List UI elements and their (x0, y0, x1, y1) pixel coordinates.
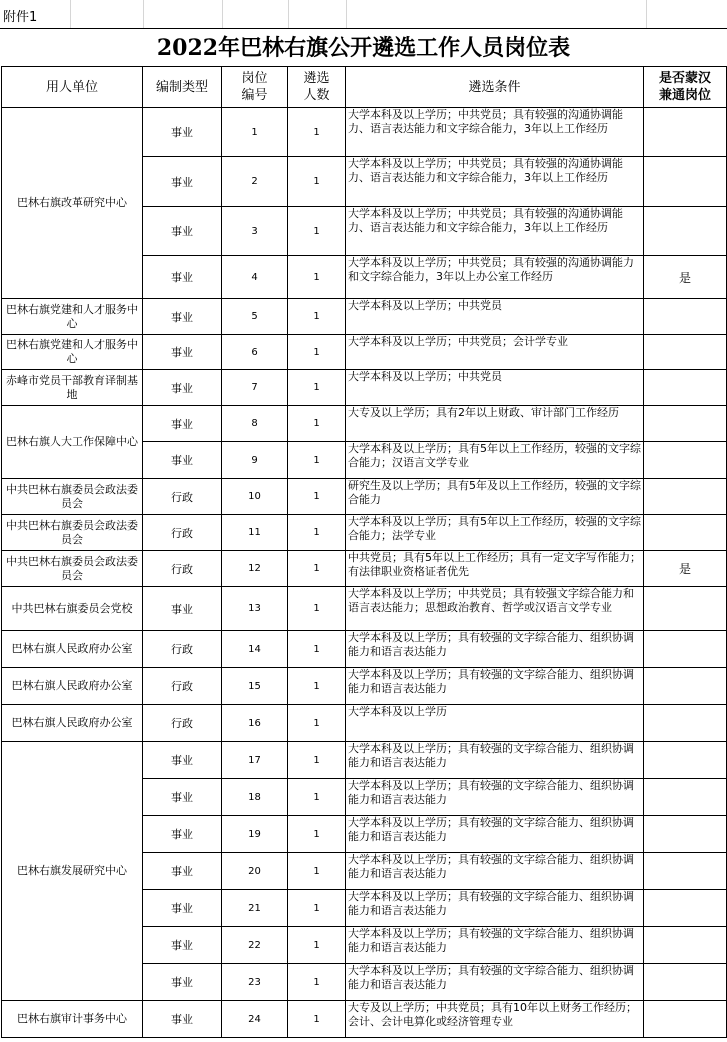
cell-bilingual (644, 853, 727, 890)
cell-count: 1 (288, 479, 346, 515)
header-post-no (222, 67, 288, 108)
cell-bilingual (644, 890, 727, 927)
cell-type: 事业 (143, 779, 222, 816)
cell-conditions: 大学本科及以上学历；中共党员；具有较强文字综合能力和语言表达能力；思想政治教育、哲学或汉语言文学专业 (346, 587, 644, 631)
cell-count: 1 (288, 335, 346, 370)
cell-type: 行政 (143, 668, 222, 705)
cell-bilingual (644, 964, 727, 1001)
table-row (2, 551, 727, 587)
cell-bilingual (644, 108, 727, 157)
cell-bilingual (644, 668, 727, 705)
cell-type: 事业 (143, 964, 222, 1001)
header-type: 编制类型 (143, 67, 222, 108)
cell-bilingual (644, 816, 727, 853)
cell-conditions: 大学本科及以上学历；中共党员；会计学专业 (346, 335, 644, 370)
cell-count: 1 (288, 587, 346, 631)
cell-type: 行政 (143, 515, 222, 551)
cell-type: 事业 (143, 207, 222, 256)
cell-conditions: 大学本科及以上学历；具有较强的文字综合能力、组织协调能力和语言表达能力 (346, 890, 644, 927)
cell-bilingual (644, 207, 727, 256)
cell-post-no: 14 (222, 631, 288, 668)
cell-bilingual (644, 1001, 727, 1038)
cell-conditions: 大学本科及以上学历；中共党员；具有较强的沟通协调能力、语言表达能力和文字综合能力，3年以上工作经历 (346, 207, 644, 256)
cell-unit: 中共巴林右旗委员会政法委员会 (2, 551, 143, 587)
table-row (2, 108, 727, 157)
cell-conditions: 大学本科及以上学历；具有较强的文字综合能力、组织协调能力和语言表达能力 (346, 964, 644, 1001)
cell-type: 行政 (143, 551, 222, 587)
table-row (2, 406, 727, 442)
cell-type: 事业 (143, 406, 222, 442)
cell-count: 1 (288, 668, 346, 705)
cell-post-no: 16 (222, 705, 288, 742)
sheet-gridline (222, 0, 223, 28)
cell-unit: 中共巴林右旗委员会政法委员会 (2, 515, 143, 551)
cell-bilingual (644, 515, 727, 551)
cell-unit: 巴林右旗党建和人才服务中心 (2, 335, 143, 370)
cell-bilingual (644, 299, 727, 335)
cell-unit: 巴林右旗人民政府办公室 (2, 705, 143, 742)
cell-bilingual (644, 335, 727, 370)
cell-type: 事业 (143, 890, 222, 927)
cell-conditions: 大学本科及以上学历；具有较强的文字综合能力、组织协调能力和语言表达能力 (346, 631, 644, 668)
header-count (288, 67, 346, 108)
table-row (2, 742, 727, 779)
posts-table (1, 66, 727, 1038)
cell-post-no: 10 (222, 479, 288, 515)
cell-post-no: 22 (222, 927, 288, 964)
cell-count: 1 (288, 551, 346, 587)
cell-type: 事业 (143, 256, 222, 299)
cell-type: 事业 (143, 742, 222, 779)
cell-unit: 巴林右旗人民政府办公室 (2, 668, 143, 705)
table-row (2, 479, 727, 515)
cell-count: 1 (288, 406, 346, 442)
cell-unit: 赤峰市党员干部教育译制基地 (2, 370, 143, 406)
header-count-line2: 人数 (303, 88, 330, 103)
cell-bilingual (644, 705, 727, 742)
cell-post-no: 17 (222, 742, 288, 779)
cell-count: 1 (288, 816, 346, 853)
cell-bilingual (644, 479, 727, 515)
cell-conditions: 大学本科及以上学历；具有5年以上工作经历，较强的文字综合能力；汉语言文学专业 (346, 442, 644, 479)
cell-post-no: 15 (222, 668, 288, 705)
cell-bilingual (644, 631, 727, 668)
cell-type: 事业 (143, 299, 222, 335)
cell-count: 1 (288, 890, 346, 927)
table-row (2, 1001, 727, 1038)
cell-type: 事业 (143, 335, 222, 370)
cell-bilingual (644, 779, 727, 816)
header-unit: 用人单位 (2, 67, 143, 108)
table-body (2, 108, 727, 1038)
cell-post-no: 4 (222, 256, 288, 299)
header-row (2, 67, 727, 108)
cell-post-no: 5 (222, 299, 288, 335)
table-row (2, 668, 727, 705)
cell-conditions: 大学本科及以上学历；具有5年以上工作经历，较强的文字综合能力；法学专业 (346, 515, 644, 551)
table-row (2, 335, 727, 370)
cell-type: 事业 (143, 442, 222, 479)
cell-type: 事业 (143, 816, 222, 853)
sheet-gridline (70, 0, 71, 28)
cell-conditions: 大专及以上学历；中共党员；具有10年以上财务工作经历；会计、会计电算化或经济管理专业 (346, 1001, 644, 1038)
cell-conditions: 大专及以上学历；具有2年以上财政、审计部门工作经历 (346, 406, 644, 442)
cell-post-no: 24 (222, 1001, 288, 1038)
cell-post-no: 13 (222, 587, 288, 631)
cell-post-no: 19 (222, 816, 288, 853)
attachment-row (0, 0, 727, 28)
cell-count: 1 (288, 1001, 346, 1038)
cell-count: 1 (288, 964, 346, 1001)
table-row (2, 705, 727, 742)
attachment-label: 附件1 (3, 10, 38, 25)
cell-count: 1 (288, 207, 346, 256)
header-post-no-line2: 编号 (241, 88, 268, 103)
cell-post-no: 8 (222, 406, 288, 442)
cell-post-no: 6 (222, 335, 288, 370)
header-conditions: 遴选条件 (346, 67, 644, 108)
cell-conditions: 研究生及以上学历；具有5年及以上工作经历，较强的文字综合能力 (346, 479, 644, 515)
cell-conditions: 大学本科及以上学历；中共党员；具有较强的沟通协调能力和文字综合能力，3年以上办公室工作经历 (346, 256, 644, 299)
cell-conditions: 大学本科及以上学历；具有较强的文字综合能力、组织协调能力和语言表达能力 (346, 779, 644, 816)
cell-conditions: 大学本科及以上学历；具有较强的文字综合能力、组织协调能力和语言表达能力 (346, 742, 644, 779)
cell-unit: 中共巴林右旗委员会政法委员会 (2, 479, 143, 515)
cell-type: 事业 (143, 1001, 222, 1038)
cell-post-no: 23 (222, 964, 288, 1001)
cell-count: 1 (288, 370, 346, 406)
cell-conditions: 大学本科及以上学历；具有较强的文字综合能力、组织协调能力和语言表达能力 (346, 816, 644, 853)
cell-type: 行政 (143, 479, 222, 515)
header-post-no-line1: 岗位 (241, 71, 268, 86)
cell-type: 事业 (143, 927, 222, 964)
cell-bilingual (644, 742, 727, 779)
cell-unit: 巴林右旗审计事务中心 (2, 1001, 143, 1038)
table-row (2, 370, 727, 406)
header-bilingual-line2: 兼通岗位 (658, 88, 711, 103)
cell-unit: 中共巴林右旗委员会党校 (2, 587, 143, 631)
cell-count: 1 (288, 515, 346, 551)
cell-unit: 巴林右旗党建和人才服务中心 (2, 299, 143, 335)
cell-unit: 巴林右旗发展研究中心 (2, 742, 143, 1001)
cell-post-no: 12 (222, 551, 288, 587)
header-bilingual-line1: 是否蒙汉 (658, 71, 711, 86)
cell-unit: 巴林右旗改革研究中心 (2, 108, 143, 299)
cell-bilingual (644, 370, 727, 406)
page-title: 2022年巴林右旗公开遴选工作人员岗位表 (0, 28, 727, 67)
cell-bilingual (644, 157, 727, 207)
cell-post-no: 2 (222, 157, 288, 207)
cell-conditions: 大学本科及以上学历；中共党员 (346, 299, 644, 335)
cell-conditions: 大学本科及以上学历；中共党员 (346, 370, 644, 406)
cell-post-no: 7 (222, 370, 288, 406)
cell-conditions: 大学本科及以上学历；具有较强的文字综合能力、组织协调能力和语言表达能力 (346, 668, 644, 705)
table-row (2, 299, 727, 335)
header-bilingual (644, 67, 727, 108)
cell-type: 事业 (143, 157, 222, 207)
cell-post-no: 21 (222, 890, 288, 927)
cell-post-no: 9 (222, 442, 288, 479)
cell-count: 1 (288, 256, 346, 299)
sheet-gridline (143, 0, 144, 28)
cell-post-no: 1 (222, 108, 288, 157)
table-row (2, 587, 727, 631)
cell-count: 1 (288, 442, 346, 479)
cell-bilingual (644, 927, 727, 964)
cell-type: 事业 (143, 370, 222, 406)
cell-count: 1 (288, 108, 346, 157)
cell-count: 1 (288, 705, 346, 742)
cell-type: 行政 (143, 705, 222, 742)
cell-post-no: 20 (222, 853, 288, 890)
header-count-line1: 遴选 (303, 71, 330, 86)
cell-conditions: 大学本科及以上学历；具有较强的文字综合能力、组织协调能力和语言表达能力 (346, 853, 644, 890)
cell-type: 行政 (143, 631, 222, 668)
cell-bilingual (644, 406, 727, 442)
cell-count: 1 (288, 779, 346, 816)
sheet-gridline (346, 0, 347, 28)
sheet-gridline (288, 0, 289, 28)
sheet-gridline (646, 0, 647, 28)
cell-post-no: 3 (222, 207, 288, 256)
cell-bilingual (644, 587, 727, 631)
cell-type: 事业 (143, 853, 222, 890)
cell-bilingual: 是 (644, 551, 727, 587)
cell-post-no: 18 (222, 779, 288, 816)
cell-count: 1 (288, 299, 346, 335)
table-row (2, 631, 727, 668)
cell-unit: 巴林右旗人民政府办公室 (2, 631, 143, 668)
cell-conditions: 大学本科及以上学历；中共党员；具有较强的沟通协调能力、语言表达能力和文字综合能力，3年以上工作经历 (346, 108, 644, 157)
cell-bilingual (644, 442, 727, 479)
cell-type: 事业 (143, 587, 222, 631)
cell-count: 1 (288, 157, 346, 207)
cell-count: 1 (288, 927, 346, 964)
cell-conditions: 中共党员；具有5年以上工作经历；具有一定文字写作能力；有法律职业资格证者优先 (346, 551, 644, 587)
cell-unit: 巴林右旗人大工作保障中心 (2, 406, 143, 479)
cell-type: 事业 (143, 108, 222, 157)
cell-post-no: 11 (222, 515, 288, 551)
cell-bilingual: 是 (644, 256, 727, 299)
cell-conditions: 大学本科及以上学历；中共党员；具有较强的沟通协调能力、语言表达能力和文字综合能力，3年以上工作经历 (346, 157, 644, 207)
cell-count: 1 (288, 631, 346, 668)
cell-conditions: 大学本科及以上学历；具有较强的文字综合能力、组织协调能力和语言表达能力 (346, 927, 644, 964)
cell-count: 1 (288, 742, 346, 779)
table-row (2, 515, 727, 551)
cell-conditions: 大学本科及以上学历 (346, 705, 644, 742)
cell-count: 1 (288, 853, 346, 890)
